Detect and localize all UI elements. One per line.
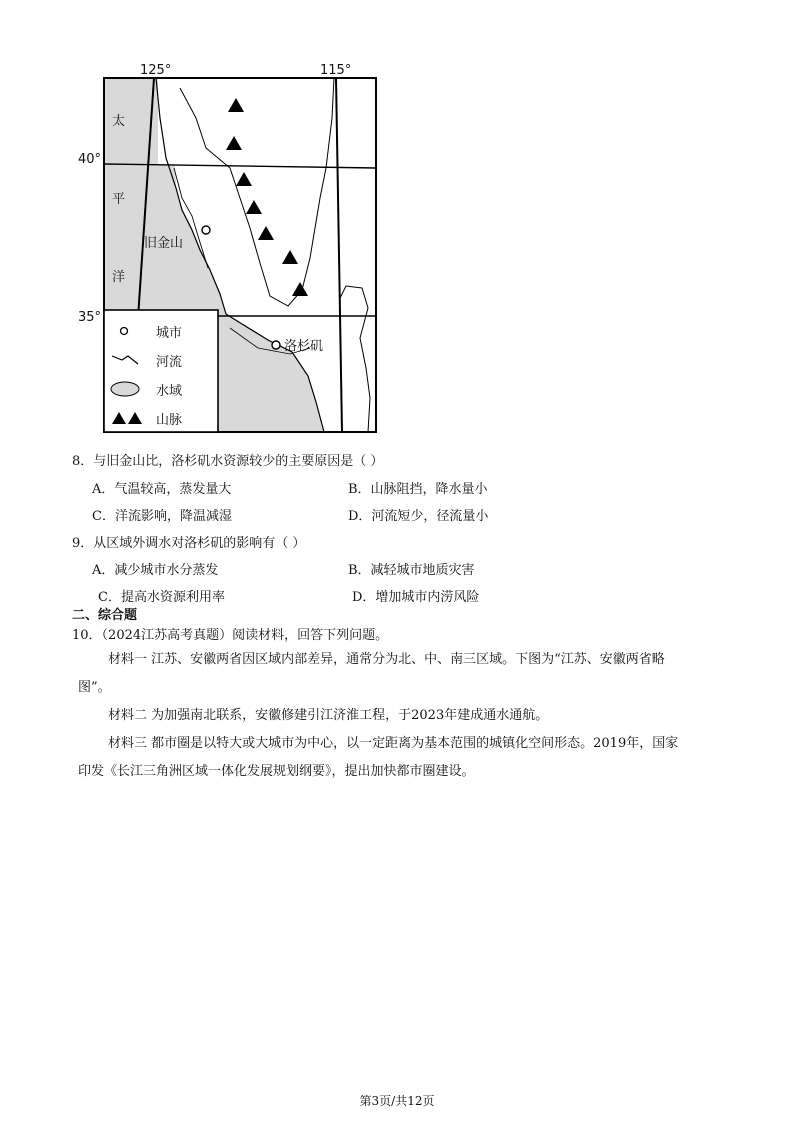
legend-city-label: 城市	[156, 326, 183, 341]
city-dot-la	[272, 341, 280, 349]
mountain-icon	[246, 200, 262, 214]
material-3-line-1: 材料三 都市圈是以特大或大城市为中心，以一定距离为基本范围的城镇化空间形态。2019年，国家	[108, 736, 679, 751]
city-label-la: 洛杉矶	[284, 339, 324, 354]
lon-label-115: 115°	[320, 63, 352, 78]
page-footer: 第3页/共12页	[359, 1094, 435, 1108]
longitude-115	[336, 78, 342, 432]
legend-city-icon	[121, 328, 128, 335]
question-8-option-c: C．洋流影响，降温减湿	[92, 509, 232, 524]
ocean-label-char: 太	[112, 114, 126, 129]
question-10-stem: 10．（2024江苏高考真题）阅读材料，回答下列问题。	[72, 628, 389, 643]
material-3	[78, 730, 728, 786]
question-8-option-b: B．山脉阻挡，降水量小	[348, 482, 488, 497]
mountain-icon	[226, 136, 242, 150]
lat-label-35: 35°	[78, 310, 102, 325]
legend-water-label: 水域	[156, 384, 183, 399]
city-label-sf: 旧金山	[144, 236, 184, 251]
mountain-icons	[226, 98, 308, 296]
mountain-icon	[282, 250, 298, 264]
legend-mountain-label: 山脉	[156, 413, 183, 428]
ocean-label-char: 洋	[112, 270, 126, 285]
question-9-option-c: C．提高水资源利用率	[98, 590, 225, 605]
mountain-icon	[228, 98, 244, 112]
mountain-icon	[236, 172, 252, 186]
question-8-option-a: A．气温较高，蒸发量大	[92, 482, 232, 497]
question-9-option-b: B．减轻城市地质灾害	[348, 563, 475, 578]
material-1-line-1: 材料一 江苏、安徽两省因区域内部差异，通常分为北、中、南三区域。下图为“江苏、安徽两省略	[108, 652, 665, 667]
map-figure	[70, 58, 390, 440]
legend-water-icon	[111, 382, 139, 396]
section-heading: 二、综合题	[72, 608, 138, 623]
material-1-line-2: 图”。	[78, 680, 111, 695]
city-dot-sf	[202, 226, 210, 234]
lat-label-40: 40°	[78, 152, 102, 167]
ocean-label-char: 平	[112, 192, 126, 207]
question-9-option-a: A．减少城市水分蒸发	[92, 563, 219, 578]
lon-label-125: 125°	[140, 63, 172, 78]
mountain-icon	[292, 282, 308, 296]
question-8-option-d: D．河流短少，径流量小	[348, 509, 489, 524]
material-2: 材料二 为加强南北联系，安徽修建引江济淮工程，于2023年建成通水通航。	[108, 708, 549, 723]
question-9-option-d: D．增加城市内涝风险	[352, 590, 480, 605]
question-8-stem: 8．与旧金山比，洛杉矶水资源较少的主要原因是（ ）	[72, 454, 384, 469]
legend-river-label: 河流	[156, 355, 183, 370]
question-9-stem: 9．从区域外调水对洛杉矶的影响有（ ）	[72, 536, 306, 551]
mountain-icon	[258, 226, 274, 240]
material-3-line-2: 印发《长江三角洲区域一体化发展规划纲要》，提出加快都市圈建设。	[78, 764, 475, 779]
material-1	[78, 646, 728, 702]
river-colorado	[340, 286, 370, 432]
